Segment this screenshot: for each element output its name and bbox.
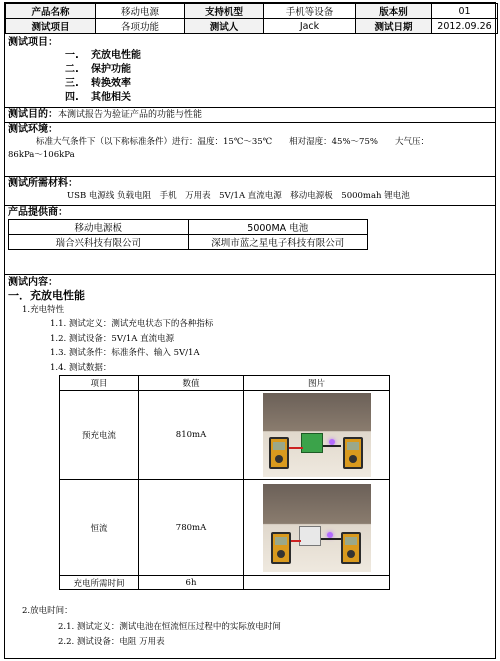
test-item-3: 三. 转换效率 (65, 78, 131, 89)
test-setup-photo (263, 484, 371, 572)
test-item-4: 四. 其他相关 (65, 92, 131, 103)
data-header-row (60, 376, 390, 391)
test-items-section (5, 34, 495, 108)
value-supported-models: 手机等设备 (264, 4, 356, 19)
data-row-charge-time (60, 576, 390, 590)
section-1-title: 一．充放电性能 (8, 289, 85, 302)
supplier-section (5, 206, 495, 275)
column-header-item: 项目 (60, 376, 139, 391)
content-title: 测试内容： (8, 277, 58, 288)
value-version: 01 (432, 4, 498, 19)
multimeter-left (269, 437, 289, 469)
row-item-precharge: 预充电流 (60, 391, 139, 480)
value-tester: Jack (264, 19, 356, 34)
subsection-1-item: 1.4. 测试数据： (50, 362, 112, 373)
battery-pack (299, 526, 321, 546)
multimeter-left (271, 532, 291, 564)
value-test-date: 2012.09.26 (432, 19, 498, 34)
supplier-cell: 5000MA 电池 (188, 220, 368, 235)
document-page (4, 2, 496, 659)
purpose-title: 测试目的： (8, 109, 58, 120)
test-item-1: 一. 充放电性能 (65, 50, 141, 61)
materials-text: USB 电源线 负载电阻 手机 万用表 5V/1A 直流电源 移动电源板 5000mah 锂电池 (67, 191, 410, 201)
row-item-constant-current: 恒流 (60, 480, 139, 576)
data-row-constant-current (60, 480, 390, 576)
label-tester: 测试人 (185, 19, 264, 34)
multimeter-right (343, 437, 363, 469)
supplier-title: 产品提供商： (8, 207, 68, 218)
purpose-line (5, 108, 495, 122)
subsection-1-item: 1.3. 测试条件：标准条件、输入 5V/1A (50, 348, 200, 358)
environment-line-2: 86kPa～106kPa (8, 150, 75, 160)
subsection-2-item: 2.1. 测试定义：测试电池在恒流恒压过程中的实际放电时间 (58, 622, 281, 632)
subsection-1-title: 1.充电特性 (22, 305, 65, 315)
subsection-2-item: 2.2. 测试设备：电阻 万用表 (58, 636, 165, 647)
test-items-list (5, 49, 495, 105)
test-setup-photo (263, 393, 371, 477)
supplier-cell: 移动电源板 (9, 220, 189, 235)
row-value-charge-time: 6h (139, 576, 244, 590)
photo-cell (244, 391, 390, 480)
photo-cell (244, 480, 390, 576)
value-product-name: 移动电源 (96, 4, 185, 19)
supplier-row-2 (9, 235, 368, 250)
column-header-value: 数值 (139, 376, 244, 391)
value-test-item: 各项功能 (96, 19, 185, 34)
row-value-constant-current: 780mA (139, 480, 244, 576)
power-board (301, 433, 323, 453)
label-version: 版本别 (356, 4, 432, 19)
materials-title: 测试所需材料： (8, 178, 78, 189)
label-supported-models: 支持机型 (185, 4, 264, 19)
row-value-precharge: 810mA (139, 391, 244, 480)
purpose-section (5, 108, 495, 123)
supplier-cell: 瑞合兴科技有限公司 (9, 235, 189, 250)
environment-text (5, 136, 495, 162)
supplier-row-1 (9, 220, 368, 235)
purpose-text: 本测试报告为验证产品的功能与性能 (58, 110, 203, 120)
environment-section (5, 123, 495, 177)
subsection-2-title: 2.放电时间： (22, 606, 73, 616)
supplier-cell: 深圳市蓝之星电子科技有限公司 (188, 235, 368, 250)
test-item-2: 二. 保护功能 (65, 64, 131, 75)
header-table (5, 3, 498, 34)
charge-data-table (59, 375, 390, 590)
header-row-1 (6, 4, 498, 19)
empty-cell (244, 576, 390, 590)
row-item-charge-time: 充电所需时间 (60, 576, 139, 590)
data-row-precharge (60, 391, 390, 480)
environment-line-1: 标准大气条件下（以下称标准条件）进行：温度：15℃～35℃ 相对湿度：45%～75% 大气压： (36, 137, 429, 147)
test-items-title: 测试项目： (8, 37, 58, 48)
label-product-name: 产品名称 (6, 4, 96, 19)
label-test-item: 测试项目 (6, 19, 96, 34)
materials-section (5, 177, 495, 206)
column-header-photo: 图片 (244, 376, 390, 391)
header-row-2 (6, 19, 498, 34)
subsection-1-item: 1.2. 测试设备：5V/1A 直流电源 (50, 333, 175, 344)
environment-title: 测试环境： (8, 124, 58, 135)
content-section (5, 276, 495, 649)
supplier-table (8, 219, 368, 250)
label-test-date: 测试日期 (356, 19, 432, 34)
subsection-1-item: 1.1. 测试定义：测试充电状态下的各种指标 (50, 319, 214, 329)
multimeter-right (341, 532, 361, 564)
